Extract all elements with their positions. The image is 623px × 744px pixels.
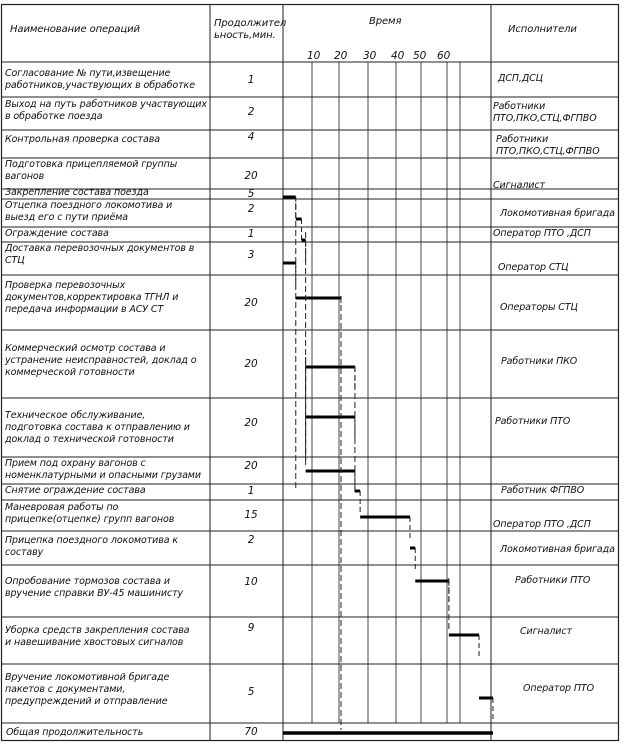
operation-executor: Работники ПТО: [515, 575, 591, 586]
operation-duration: 20: [244, 297, 258, 309]
tick-40: 40: [391, 50, 405, 62]
operation-name: Вручение локомотивной бригаде пакетов с документами, предупреждений и отправление: [5, 672, 170, 707]
operation-name: Согласование № пути,извещение работников,участвующих в обработке: [5, 68, 195, 91]
operation-duration: 3: [247, 249, 255, 261]
operation-duration: 2: [247, 106, 255, 118]
tick-50: 50: [413, 50, 427, 62]
operation-executor: Оператор ПТО ,ДСП: [493, 519, 591, 530]
operation-duration: 20: [244, 170, 258, 182]
operation-name: Закрепление состава поезда: [5, 187, 149, 198]
operation-executor: Работники ПТО: [495, 416, 571, 427]
operation-name: Прицепка поездного локомотива к составу: [5, 535, 178, 558]
operation-duration: 20: [244, 417, 258, 429]
operation-executor: Локомотивная бригада: [500, 544, 615, 555]
operation-executor: Сигналист: [493, 180, 545, 191]
total-label: Общая продолжительность: [6, 727, 144, 738]
operation-executor: Операторы СТЦ: [500, 302, 578, 313]
operation-name: Коммерческий осмотр состава и устранение неисправностей, доклад о коммерческой готовности: [5, 343, 197, 378]
operation-executor: Работники ПТО,ПКО,СТЦ,ФГПВО: [496, 134, 600, 157]
operation-duration: 1: [247, 485, 255, 497]
operation-name: Выход на путь работников участвующих в обработке поезда: [5, 99, 207, 122]
operation-name: Опробование тормозов состава и вручение справки ВУ-45 машинисту: [5, 576, 184, 599]
operation-name: Контрольная проверка состава: [5, 134, 160, 145]
operation-duration: 15: [244, 509, 258, 521]
operation-duration: 10: [244, 576, 258, 588]
operation-duration: 2: [247, 534, 255, 546]
operation-executor: Работник ФГПВО: [501, 485, 585, 496]
tick-20: 20: [334, 50, 348, 62]
operation-name: Ограждение состава: [5, 228, 109, 239]
operation-name: Маневровая работы по прицепке(отцепке) групп вагонов: [5, 502, 175, 525]
operation-duration: 5: [247, 686, 255, 698]
operation-duration: 20: [244, 460, 258, 472]
tick-60: 60: [437, 50, 451, 62]
total-duration: 70: [244, 726, 258, 738]
tick-30: 30: [363, 50, 377, 62]
tick-10: 10: [307, 50, 321, 62]
operation-duration: 20: [244, 358, 258, 370]
operation-duration: 1: [247, 74, 255, 86]
operation-name: Доставка перевозочных документов в СТЦ: [5, 243, 195, 266]
header-time: Время: [369, 16, 402, 27]
header-operation: Наименование операций: [10, 24, 140, 35]
operation-executor: Локомотивная бригада: [500, 208, 615, 219]
operation-executor: ДСП,ДСЦ: [498, 73, 543, 84]
operation-duration: 2: [247, 203, 255, 215]
operation-executor: Работники ПКО: [501, 356, 578, 367]
operation-executor: Оператор СТЦ: [498, 262, 569, 273]
operation-name: Уборка средств закрепления состава и навешивание хвостовых сигналов: [5, 625, 190, 648]
operation-name: Подготовка прицепляемой группы вагонов: [5, 159, 178, 182]
operation-name: Проверка перевозочных документов,корректировка ТГНЛ и передача информации в АСУ СТ: [5, 280, 179, 315]
operation-executor: Работники ПТО,ПКО,СТЦ,ФГПВО: [493, 101, 597, 124]
operation-duration: 5: [247, 188, 255, 200]
operation-duration: 4: [247, 131, 255, 143]
operation-executor: Оператор ПТО ,ДСП: [493, 228, 591, 239]
operation-name: Снятие ограждение состава: [5, 485, 146, 496]
operation-executor: Оператор ПТО: [523, 683, 595, 694]
header-duration: Продолжител ьность,мин.: [214, 18, 287, 41]
header-executors: Исполнители: [508, 24, 577, 35]
operation-name: Прием под охрану вагонов с номенклатурными и опасными грузами: [5, 458, 201, 481]
operation-name: Техническое обслуживание, подготовка состава к отправлению и доклад о технической готовности: [5, 410, 190, 445]
operation-duration: 1: [247, 228, 255, 240]
operation-duration: 9: [247, 622, 255, 634]
operation-executor: Сигналист: [520, 626, 572, 637]
operation-name: Отцепка поездного локомотива и выезд его с пути приёма: [5, 200, 173, 223]
